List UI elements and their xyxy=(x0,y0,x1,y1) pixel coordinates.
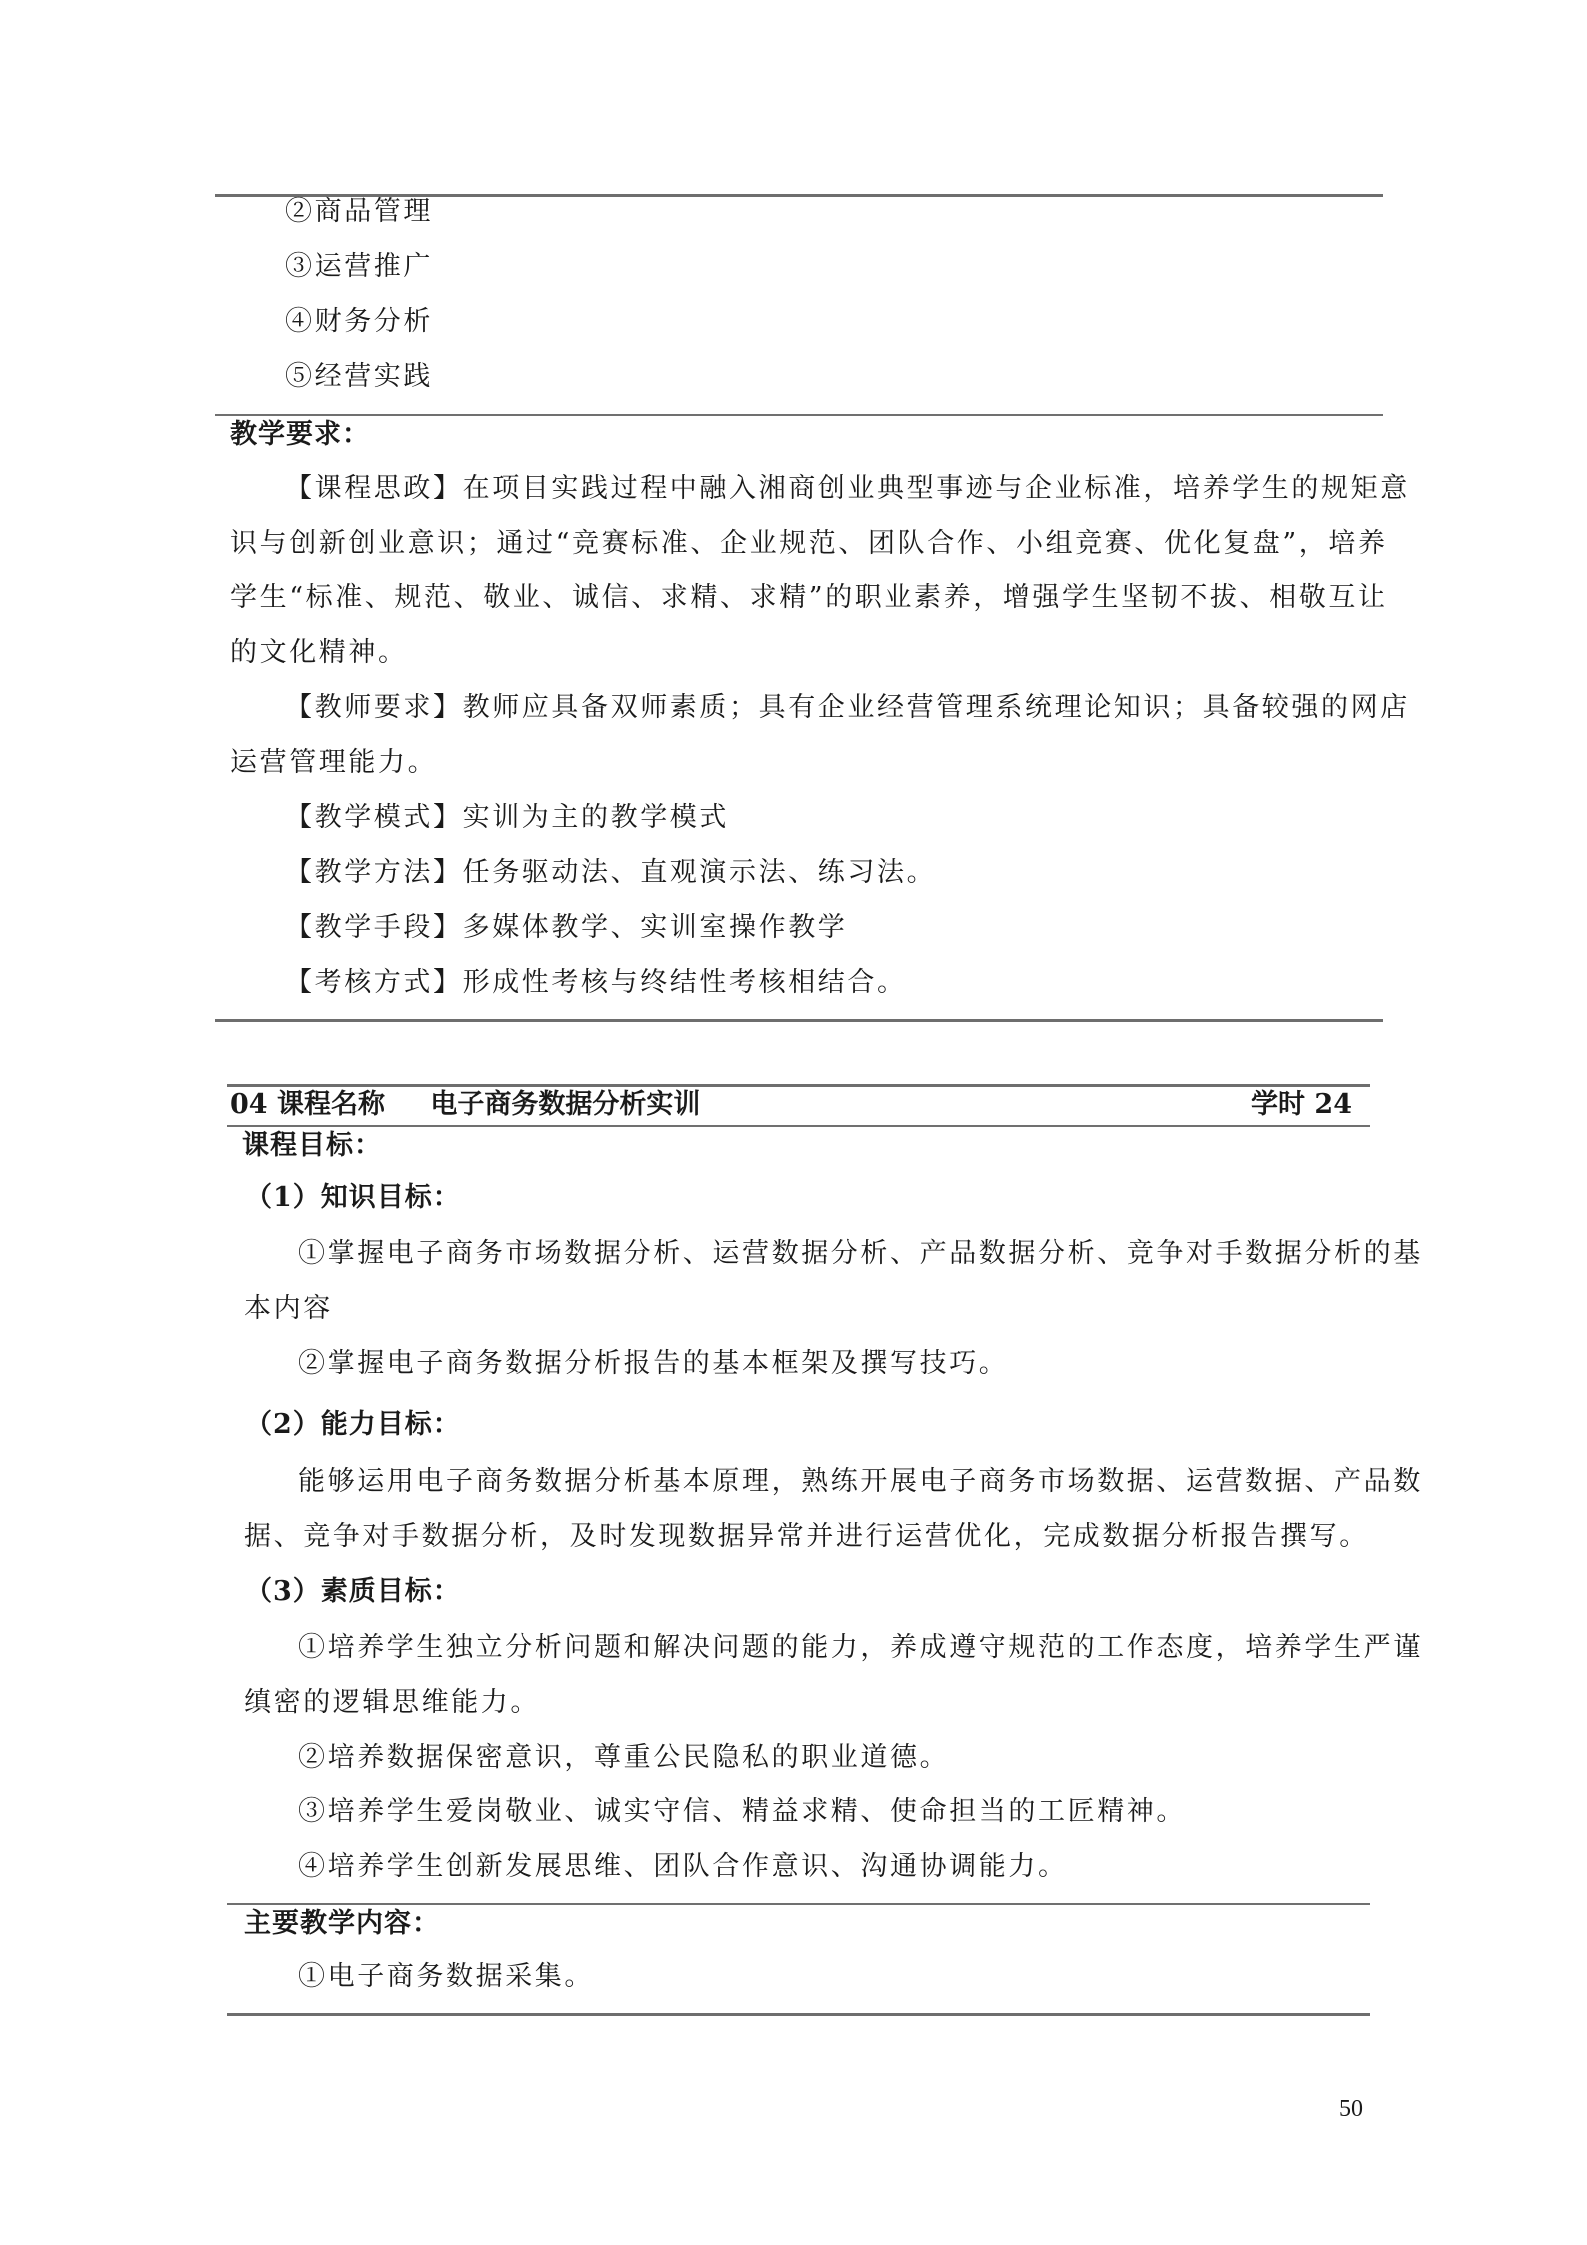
ideology-paragraph-line: 学生“标准、规范、敬业、诚信、求精、求精”的职业素养，增强学生坚韧不拔、相敬互让 xyxy=(230,582,1388,613)
ideology-paragraph-line: 【课程思政】在项目实践过程中融入湘商创业典型事迹与企业标准，培养学生的规矩意 xyxy=(285,473,1410,504)
content-item: ③运营推广 xyxy=(285,251,433,282)
teaching-means: 【教学手段】多媒体教学、实训室操作教学 xyxy=(285,912,848,943)
content-heading: 主要教学内容： xyxy=(244,1908,440,1939)
course-table-bottom-rule xyxy=(227,2013,1370,2016)
knowledge-line: ②掌握电子商务数据分析报告的基本框架及撰写技巧。 xyxy=(298,1348,1009,1379)
quality-line: ①培养学生独立分析问题和解决问题的能力，养成遵守规范的工作态度，培养学生严谨 xyxy=(298,1632,1423,1663)
teacher-paragraph-line: 运营管理能力。 xyxy=(230,747,438,778)
objectives-heading: 课程目标： xyxy=(242,1130,382,1161)
course-header-divider xyxy=(227,1125,1370,1127)
content-item: ①电子商务数据采集。 xyxy=(298,1961,594,1992)
ideology-paragraph-line: 识与创新创业意识；通过“竞赛标准、企业规范、团队合作、小组竞赛、优化复盘”，培养 xyxy=(230,528,1388,559)
quality-heading: （3）素质目标： xyxy=(245,1576,461,1607)
content-item: ⑤经营实践 xyxy=(285,361,433,392)
ability-line: 据、竞争对手数据分析，及时发现数据异常并进行运营优化，完成数据分析报告撰写。 xyxy=(244,1521,1369,1552)
teaching-mode: 【教学模式】实训为主的教学模式 xyxy=(285,802,729,833)
teaching-method: 【教学方法】任务驱动法、直观演示法、练习法。 xyxy=(285,857,937,888)
teacher-paragraph-line: 【教师要求】教师应具备双师素质；具有企业经营管理系统理论知识；具备较强的网店 xyxy=(285,692,1410,723)
course-header-row xyxy=(230,1087,1367,1123)
course-hours: 学时 24 xyxy=(1251,1089,1352,1120)
content-item: ②商品管理 xyxy=(285,196,433,227)
row-divider xyxy=(215,414,1383,416)
knowledge-line: 本内容 xyxy=(244,1293,333,1324)
table-bottom-rule xyxy=(215,1019,1383,1022)
quality-line: ②培养数据保密意识，尊重公民隐私的职业道德。 xyxy=(298,1742,950,1773)
ability-line: 能够运用电子商务数据分析基本原理，熟练开展电子商务市场数据、运营数据、产品数 xyxy=(298,1466,1423,1497)
assessment-method: 【考核方式】形成性考核与终结性考核相结合。 xyxy=(285,967,907,998)
course-number-label: 04 课程名称 xyxy=(230,1089,385,1120)
quality-line: 缜密的逻辑思维能力。 xyxy=(244,1687,540,1718)
course-name: 电子商务数据分析实训 xyxy=(430,1089,701,1120)
ideology-paragraph-line: 的文化精神。 xyxy=(230,637,408,668)
quality-line: ④培养学生创新发展思维、团队合作意识、沟通协调能力。 xyxy=(298,1851,1068,1882)
ability-heading: （2）能力目标： xyxy=(245,1409,461,1440)
knowledge-heading: （1）知识目标： xyxy=(245,1182,461,1213)
quality-line: ③培养学生爱岗敬业、诚实守信、精益求精、使命担当的工匠精神。 xyxy=(298,1796,1186,1827)
content-item: ④财务分析 xyxy=(285,306,433,337)
content-divider xyxy=(227,1903,1370,1905)
requirements-heading: 教学要求： xyxy=(230,419,370,450)
knowledge-line: ①掌握电子商务市场数据分析、运营数据分析、产品数据分析、竞争对手数据分析的基 xyxy=(298,1238,1423,1269)
page-number: 50 xyxy=(1339,2096,1363,2122)
